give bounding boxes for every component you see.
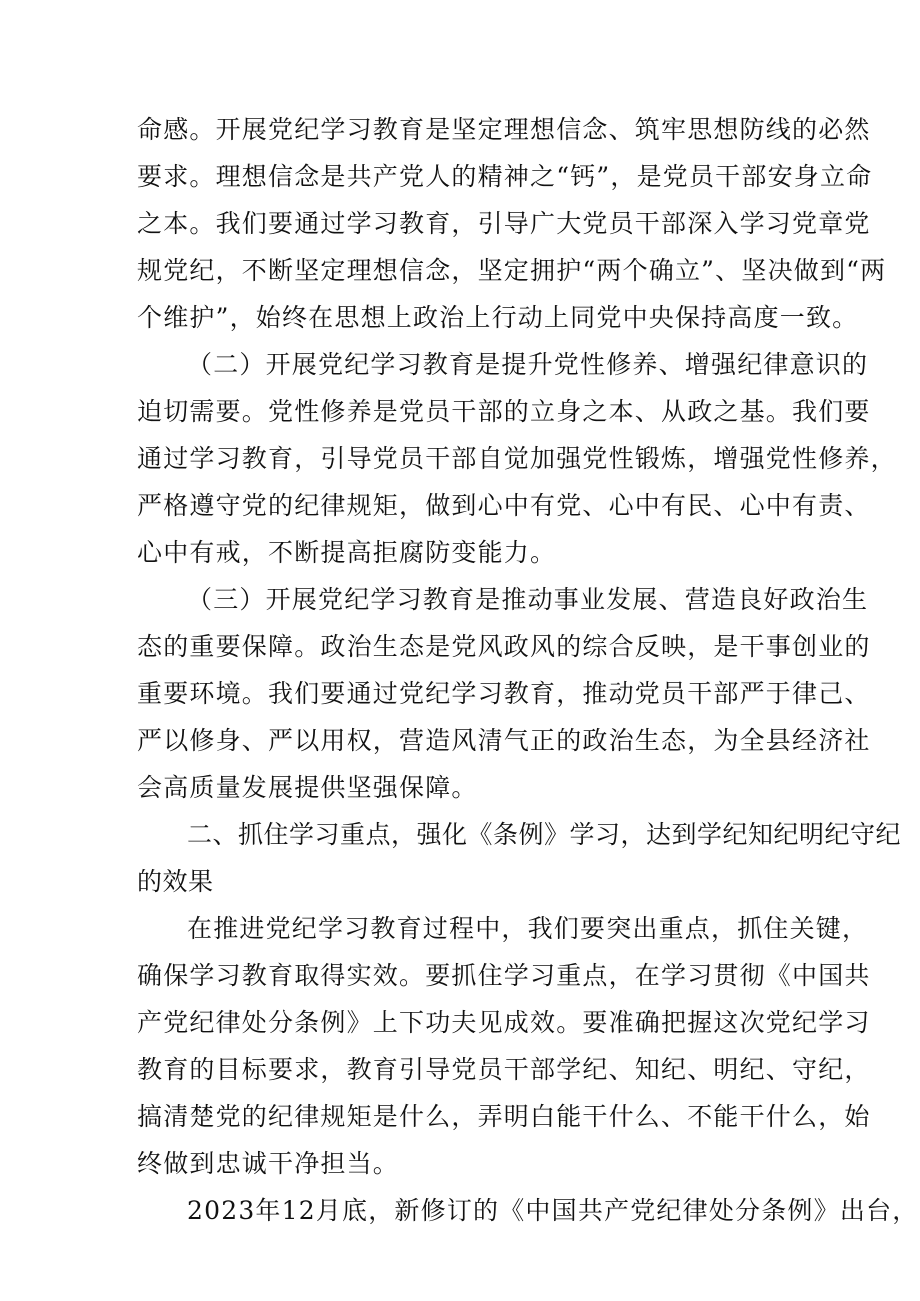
text-line: 严格遵守党的纪律规矩，做到心中有党、心中有民、心中有责、 [137, 491, 871, 520]
paragraph-3 [137, 576, 871, 811]
text-line: 要求。理想信念是共产党人的精神之“钙”，是党员干部安身立命 [137, 162, 873, 191]
text-line: 命感。开展党纪学习教育是坚定理想信念、筑牢思想防线的必然 [137, 115, 871, 144]
text-line: 搞清楚党的纪律规矩是什么，弄明白能干什么、不能干什么，始 [137, 1102, 871, 1131]
text-line: 通过学习教育，引导党员干部自觉加强党性锻炼，增强党性修养， [137, 444, 897, 473]
heading-line: 二、抓住学习重点，强化《条例》学习，达到学纪知纪明纪守纪 [187, 820, 902, 849]
paragraph-5 [137, 1187, 919, 1234]
text-line: 个维护”，始终在思想上政治上行动上同党中央保持高度一致。 [137, 303, 859, 332]
text-line: 2023年12月底，新修订的《中国共产党纪律处分条例》出台， [187, 1196, 919, 1225]
paragraph-4 [137, 905, 871, 1187]
text-line: 心中有戒，不断提高拒腐防变能力。 [137, 538, 557, 567]
text-line: 重要环境。我们要通过党纪学习教育，推动党员干部严于律己、 [137, 679, 871, 708]
paragraph-1 [137, 106, 887, 341]
document-body [137, 106, 919, 1234]
text-line: 终做到忠诚干净担当。 [137, 1149, 400, 1178]
text-line: （二）开展党纪学习教育是提升党性修养、增强纪律意识的 [187, 350, 869, 379]
text-line: 确保学习教育取得实效。要抓住学习重点，在学习贯彻《中国共 [137, 961, 871, 990]
text-line: 态的重要保障。政治生态是党风政风的综合反映，是干事创业的 [137, 632, 871, 661]
text-line: 之本。我们要通过学习教育，引导广大党员干部深入学习党章党 [137, 209, 871, 238]
text-line: 会高质量发展提供坚强保障。 [137, 773, 478, 802]
text-line: 教育的目标要求，教育引导党员干部学纪、知纪、明纪、守纪， [137, 1055, 871, 1084]
text-line: 严以修身、严以用权，营造风清气正的政治生态，为全县经济社 [137, 726, 871, 755]
text-line: 规党纪，不断坚定理想信念，坚定拥护“两个确立”、坚决做到“两 [137, 256, 887, 285]
heading-line: 的效果 [137, 867, 214, 896]
text-line: （三）开展党纪学习教育是推动事业发展、营造良好政治生 [187, 585, 869, 614]
paragraph-2 [137, 341, 897, 576]
text-line: 产党纪律处分条例》上下功夫见成效。要准确把握这次党纪学习 [137, 1008, 871, 1037]
text-line: 迫切需要。党性修养是党员干部的立身之本、从政之基。我们要 [137, 397, 871, 426]
section-heading [137, 811, 902, 905]
text-line: 在推进党纪学习教育过程中，我们要突出重点，抓住关键， [187, 914, 869, 943]
